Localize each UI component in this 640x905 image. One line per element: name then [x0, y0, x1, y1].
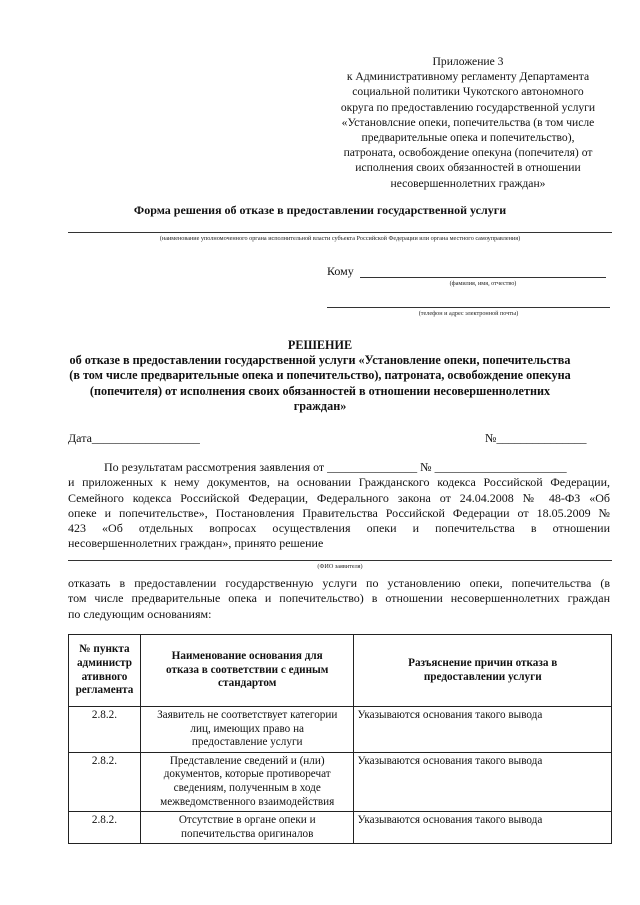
appendix-header	[318, 54, 618, 191]
recipient-label: Кому	[327, 264, 354, 278]
ground-cell: Заявитель не соответствует категории лиц, имеющих право на предоставление услуги	[140, 707, 354, 753]
form-title: Форма решения об отказе в предоставлении государственной услуги	[133, 203, 507, 217]
decision-subtitle-line: (в том числе предварительные опека и попечительство), патроната, освобождение опекуна	[69, 368, 571, 383]
refusal-reasons-table	[68, 634, 612, 844]
appendix-line: несовершеннолетних граждан»	[390, 176, 546, 190]
recipient-name-field[interactable]	[360, 277, 606, 278]
body-line: По результатам рассмотрения заявления от _______________ № ______________________	[104, 460, 567, 474]
authority-field-line[interactable]	[68, 232, 612, 233]
body-line: Семейного кодекса Российской Федерации, Федерального закона от 24.04.2008 № 48-ФЗ «Об	[68, 490, 610, 505]
ground-cell: Отсутствие в органе опеки и попечительства оригиналов	[140, 812, 354, 844]
decision-subtitle-line: об отказе в предоставлении государственной услуги «Установление опеки, попечительства	[69, 353, 571, 368]
body-line: и приложенных к нему документов, на основании Гражданского кодекса Российской Федерации,	[68, 475, 610, 490]
table-header-row	[69, 635, 612, 707]
decision-title	[62, 338, 578, 414]
decision-subtitle-line: (попечителя) от исполнения своих обязанностей в отношении несовершеннолетних	[89, 383, 551, 398]
appendix-line: Приложение 3	[432, 55, 504, 68]
refusal-line: отказать в предоставлении государственную услуги по установлению опеки, попечительства (в	[68, 576, 610, 590]
column-header-explanation: Разъяснение причин отказа в предоставлении услуги	[354, 635, 612, 707]
recipient-contact-field[interactable]	[327, 307, 610, 308]
body-line: опеке и попечительстве», Постановления Правительства Российской Федерации от 18.05.2009 №	[68, 505, 610, 520]
column-header-clause: № пункта администр ативного регламента	[69, 635, 141, 707]
explanation-cell: Указываются основания такого вывода	[354, 752, 612, 811]
appendix-line: патроната, освобождение опекуна (попечителя) от	[343, 146, 593, 160]
number-field[interactable]: №_______________	[485, 431, 587, 445]
authority-caption: (наименование уполномоченного органа исполнительной власти субъекта Российской Федерации или органа местного самоуправления)	[159, 235, 521, 242]
table-row	[69, 812, 612, 844]
refusal-line: по следующим основаниям:	[68, 606, 212, 621]
body-paragraph	[68, 460, 610, 552]
appendix-line: предварительные опека и попечительство),	[361, 131, 575, 145]
clause-cell: 2.8.2.	[69, 752, 141, 811]
recipient-contact-caption: (телефон и адрес электронной почты)	[418, 310, 519, 317]
ground-cell: Представление сведений и (нли) документов, которые противоречат сведениям, полученным в ходе межведомственного взаимодействия	[140, 752, 354, 811]
body-line: несовершеннолетних граждан», принято решение	[68, 536, 324, 551]
appendix-line: к Административному регламенту Департамента	[346, 70, 590, 84]
decision-heading: РЕШЕНИЕ	[287, 338, 353, 352]
body-line: 423 «Об отдельных вопросах осуществления опеки и попечительства в отношении	[68, 521, 610, 536]
clause-cell: 2.8.2.	[69, 812, 141, 844]
table-row	[69, 752, 612, 811]
refusal-line: том числе предварительные опека и попечительство) в отношении несовершеннолетних граждан	[68, 591, 610, 606]
explanation-cell: Указываются основания такого вывода	[354, 812, 612, 844]
column-header-ground: Наименование основания для отказа в соответствии с единым стандартом	[140, 635, 354, 707]
explanation-cell: Указываются основания такого вывода	[354, 707, 612, 753]
appendix-line: «Установлсние опеки, попечительства (в том числе	[341, 115, 595, 129]
decision-subtitle-line: граждан»	[293, 398, 347, 413]
applicant-caption: (ФИО заявителя)	[317, 563, 363, 570]
refusal-paragraph	[68, 576, 610, 622]
table-row	[69, 707, 612, 753]
appendix-line: округа по предоставлению государственной услуги	[340, 100, 596, 114]
appendix-line: социальной политики Чукотского автономного	[352, 85, 584, 99]
appendix-line: исполнения своих обязанностей в отношении	[355, 161, 581, 175]
date-field[interactable]: Дата__________________	[68, 431, 200, 445]
recipient-name-caption: (фамилия, имя, отчество)	[449, 280, 517, 287]
clause-cell: 2.8.2.	[69, 707, 141, 753]
applicant-name-field[interactable]	[68, 560, 612, 561]
